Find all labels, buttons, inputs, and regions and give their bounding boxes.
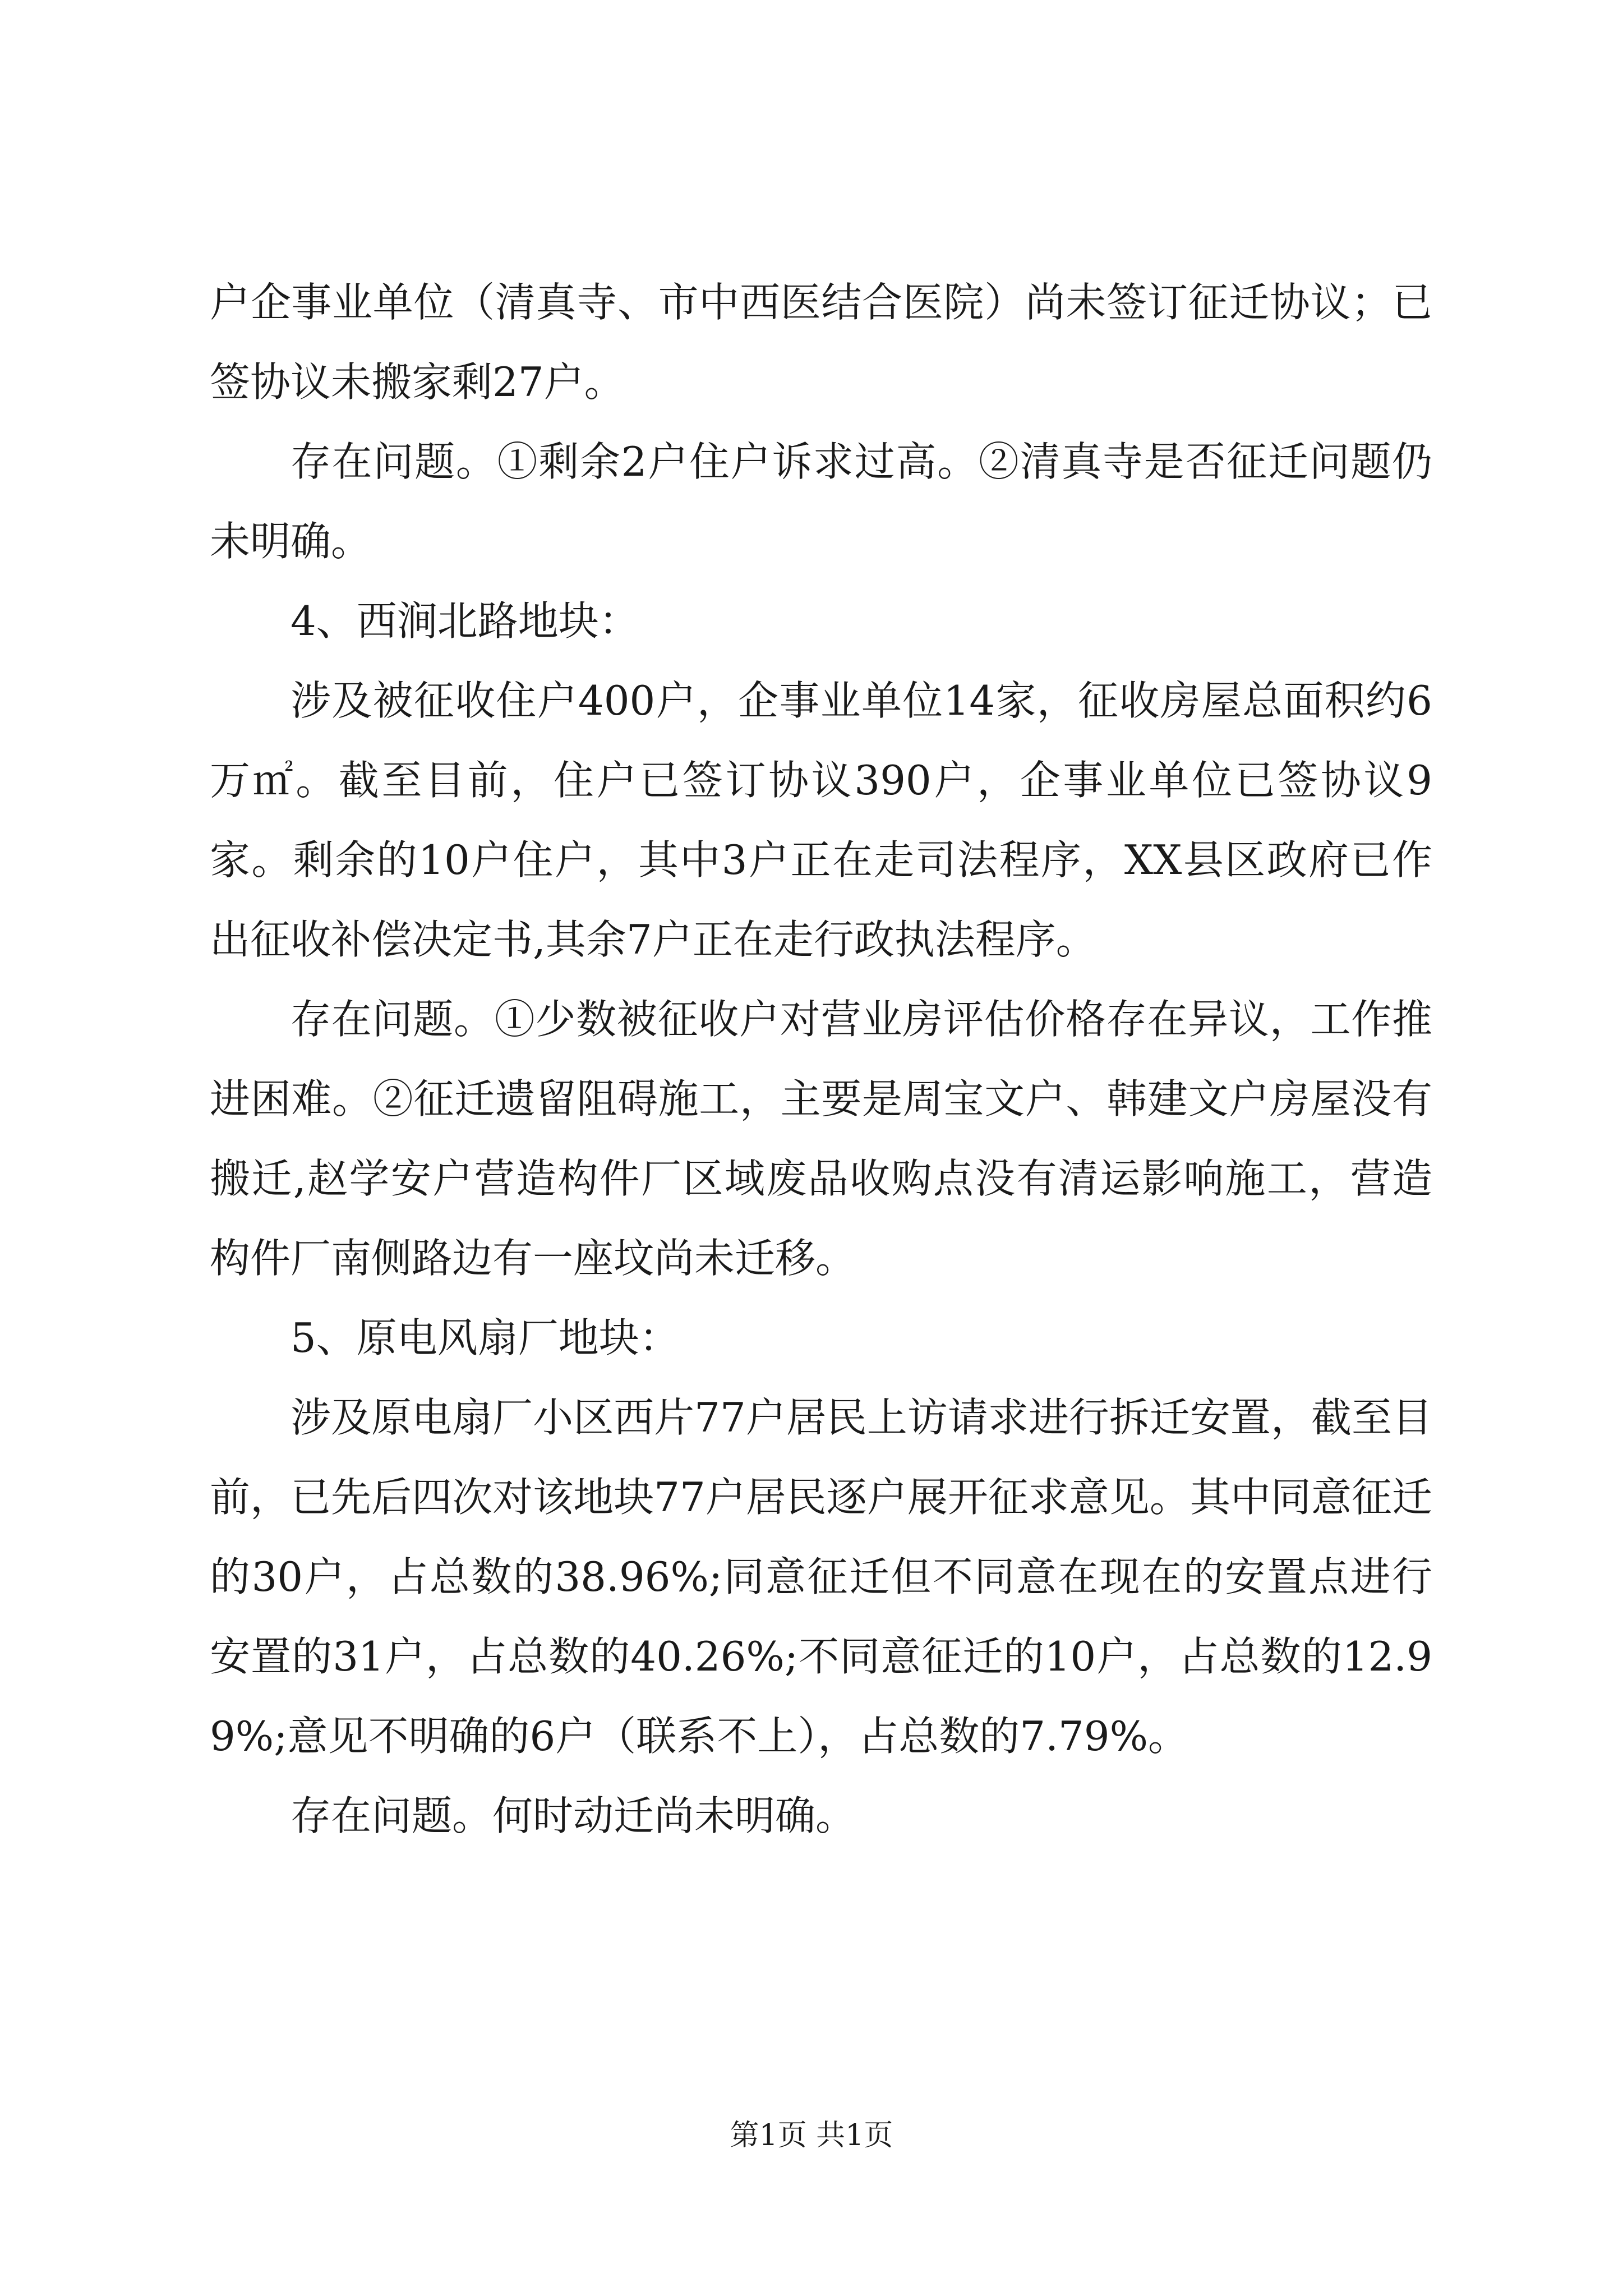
paragraph-section-4-body: 涉及被征收住户400户，企事业单位14家，征收房屋总面积约6万㎡。截至目前，住户已签订协议390户，企事业单位已签协议9家。剩余的10户住户，其中3户正在走司法程序，XX县区政府已作出征收补偿决定书,其余7户正在走行政执法程序。 xyxy=(210,677,1432,963)
section-heading-5: 5、原电风扇厂地块： xyxy=(291,1314,680,1361)
page-footer: 第1页 共1页 xyxy=(730,2119,893,2152)
document-body xyxy=(210,263,1432,1856)
paragraph-issues-5: 存在问题。何时动迁尚未明确。 xyxy=(291,1792,856,1839)
paragraph-continuation: 户企事业单位（清真寺、市中西医结合医院）尚未签订征迁协议；已签协议未搬家剩27户。 xyxy=(210,279,1432,406)
paragraph-issues-3: 存在问题。①剩余2户住户诉求过高。②清真寺是否征迁问题仍未明确。 xyxy=(210,438,1432,565)
section-heading-4: 4、西涧北路地块： xyxy=(291,597,639,645)
paragraph-section-5-body: 涉及原电扇厂小区西片77户居民上访请求进行拆迁安置，截至目前，已先后四次对该地块77户居民逐户展开征求意见。其中同意征迁的30户，占总数的38.96%;同意征迁但不同意在现在的安置点进行安置的31户，占总数的40.26%;不同意征迁的10户，占总数的12.99%;意见不明确的6户（联系不上），占总数的7.79%。 xyxy=(210,1394,1432,1760)
paragraph-issues-4: 存在问题。①少数被征收户对营业房评估价格存在异议，工作推进困难。②征迁遗留阻碍施工，主要是周宝文户、韩建文户房屋没有搬迁,赵学安户营造构件厂区域废品收购点没有清运影响施工，营造构件厂南侧路边有一座坟尚未迁移。 xyxy=(210,996,1432,1282)
